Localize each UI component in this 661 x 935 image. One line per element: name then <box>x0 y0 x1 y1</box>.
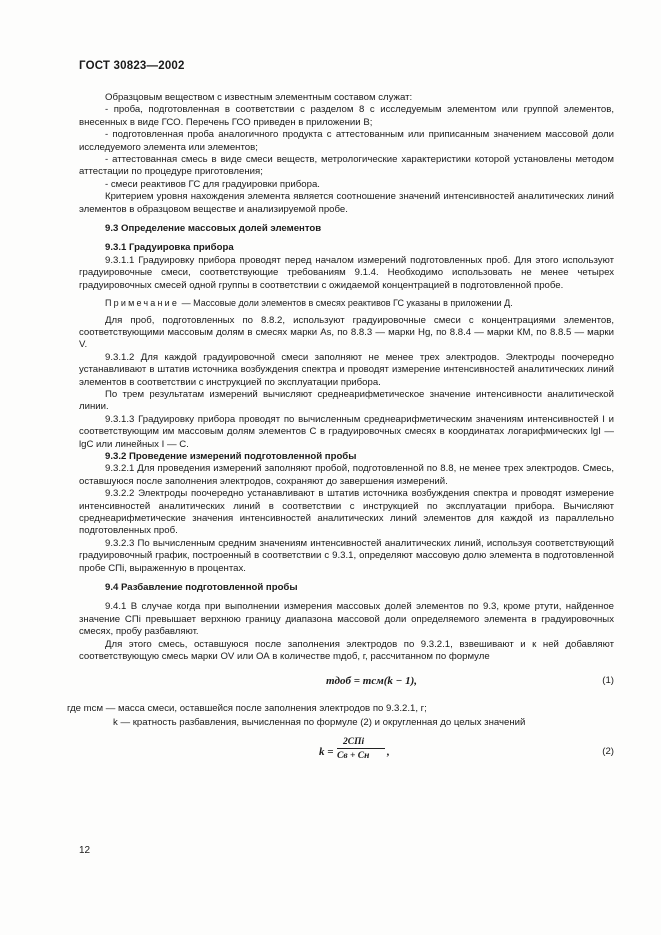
formula-1-number: (1) <box>602 675 614 687</box>
paragraph: 9.3.2.2 Электроды поочередно устанавливают в штатив источника возбуждения спектра и проводят измерение интенсивностей аналитических линий в соответствии с инструкцией по эксплуатации прибора. Вычисляют среднеарифметические значения интенсивностей аналитических линий элементов для каждой из параллельно подготовленных проб. <box>79 488 614 537</box>
page-number: 12 <box>79 845 91 856</box>
paragraph: - подготовленная проба аналогичного продукта с аттестованным или приписанным значением массовой доли исследуемого элемента или элементов; <box>79 129 614 153</box>
note-text: — Массовые доли элементов в смесях реактивов ГС указаны в приложении Д. <box>179 298 513 309</box>
paragraph: 9.3.2.3 По вычисленным средним значениям интенсивностей аналитических линий, используя соответствующий градуировочный график, построенный в соответствии с 9.3.1, определяют массовую долю элемента в подготовленной пробе CПi, выраженную в процентах. <box>79 537 614 574</box>
paragraph: 9.3.1.2 Для каждой градуировочной смеси заполняют не менее трех электродов. Электроды поочередно устанавливают в штатив источника возбуждения спектра и проводят измерение интенсивностей аналитических линий элементов в соответствии с инструкцией по эксплуатации прибора. <box>79 351 614 388</box>
paragraph: По трем результатам измерений вычисляют среднеарифметическое значение интенсивности аналитической линии. <box>79 388 614 413</box>
subsection-heading: 9.3.1 Градуировка прибора <box>105 242 234 254</box>
body-text <box>67 92 614 775</box>
paragraph: 9.3.1.3 Градуировку прибора проводят по вычисленным среднеарифметическим значениям интенсивностей I и соответствующим им массовым долям элементов C в градуировочных смесях в координатах логарифмических lgI — lgC или линейных I — C. <box>79 413 614 450</box>
paragraph: - аттестованная смесь в виде смеси веществ, метрологические характеристики которой установлены методом аттестации по процедуре приготовления; <box>79 154 614 178</box>
formula-2-tail: , <box>387 746 390 759</box>
formula-2-numerator: 2CПi <box>343 737 365 748</box>
paragraph: 9.3.1.1 Градуировку прибора проводят перед началом измерений подготовленных проб. Для этого используют градуировочные смеси, соответствующие требованиям 9.1.4. Необходимо использовать не менее четырех градуировочных смесей одной группы в соответствии с ожидаемой концентрацией в подготовленной пробе. <box>79 254 614 291</box>
paragraph: 9.3.2.1 Для проведения измерений заполняют пробой, подготовленной по 8.8, не менее трех электродов. Смесь, оставшуюся после заполнения электродов, сохраняют до завершения измерений. <box>79 463 614 487</box>
paragraph: Критерием уровня нахождения элемента является соотношение значений интенсивностей аналитических линий элементов в образцовом веществе и анализируемой пробе. <box>79 191 614 215</box>
formula-2-number: (2) <box>602 746 614 758</box>
note-label: Примечание <box>105 298 180 309</box>
paragraph: Для этого смесь, оставшуюся после заполнения электродов по 9.3.2.1, взвешивают и к ней добавляют соответствующую смесь марки OV или ОА в количестве mдоб, г, рассчитанном по формуле <box>79 638 614 663</box>
paragraph: - смеси реактивов ГС для градуировки прибора. <box>105 178 320 190</box>
formula-2 <box>79 735 614 775</box>
formula-1 <box>79 669 614 697</box>
paragraph: Для проб, подготовленных по 8.8.2, используют градуировочные смеси с концентрациями элементов, соответствующими массовым долям в смесях марки As, по 8.8.3 — марки Hg, по 8.8.4 — марки КМ, по 8.8.5 — марки V. <box>79 314 614 351</box>
formula-2-lhs: k = <box>319 746 334 759</box>
legend-line: k — кратность разбавления, вычисленная по формуле (2) и округленная до целых значений <box>113 717 526 729</box>
legend-line: где mсм — масса смеси, оставшейся после заполнения электродов по 9.3.2.1, г; <box>67 703 427 715</box>
section-heading: 9.4 Разбавление подготовленной пробы <box>105 582 298 594</box>
formula-2-denominator: Cв + Cн <box>337 751 370 762</box>
formula-2-expression <box>319 735 399 771</box>
note <box>79 297 614 309</box>
paragraph: 9.4.1 В случае когда при выполнении измерения массовых долей элементов по 9.3, кроме ртути, найденное значение CПi превышает верхнюю границу диапазона массовой доли определяемого элемента в градуировочных смесях, пробу разбавляют. <box>79 601 614 638</box>
running-header: ГОСТ 30823—2002 <box>79 60 185 72</box>
paragraph: - проба, подготовленная в соответствии с разделом 8 с исследуемым элементом или группой элементов, внесенных в виде ГСО. Перечень ГСО приведен в приложении В; <box>79 104 614 128</box>
formula-legend <box>67 703 614 735</box>
section-heading: 9.3 Определение массовых долей элементов <box>105 223 322 235</box>
fraction-bar <box>337 748 385 749</box>
paragraph: Образцовым веществом с известным элементным составом служат: <box>105 92 413 103</box>
formula-1-expression: mдоб = mсм(k − 1), <box>326 675 417 688</box>
subsection-heading: 9.3.2 Проведение измерений подготовленной пробы <box>105 450 357 462</box>
